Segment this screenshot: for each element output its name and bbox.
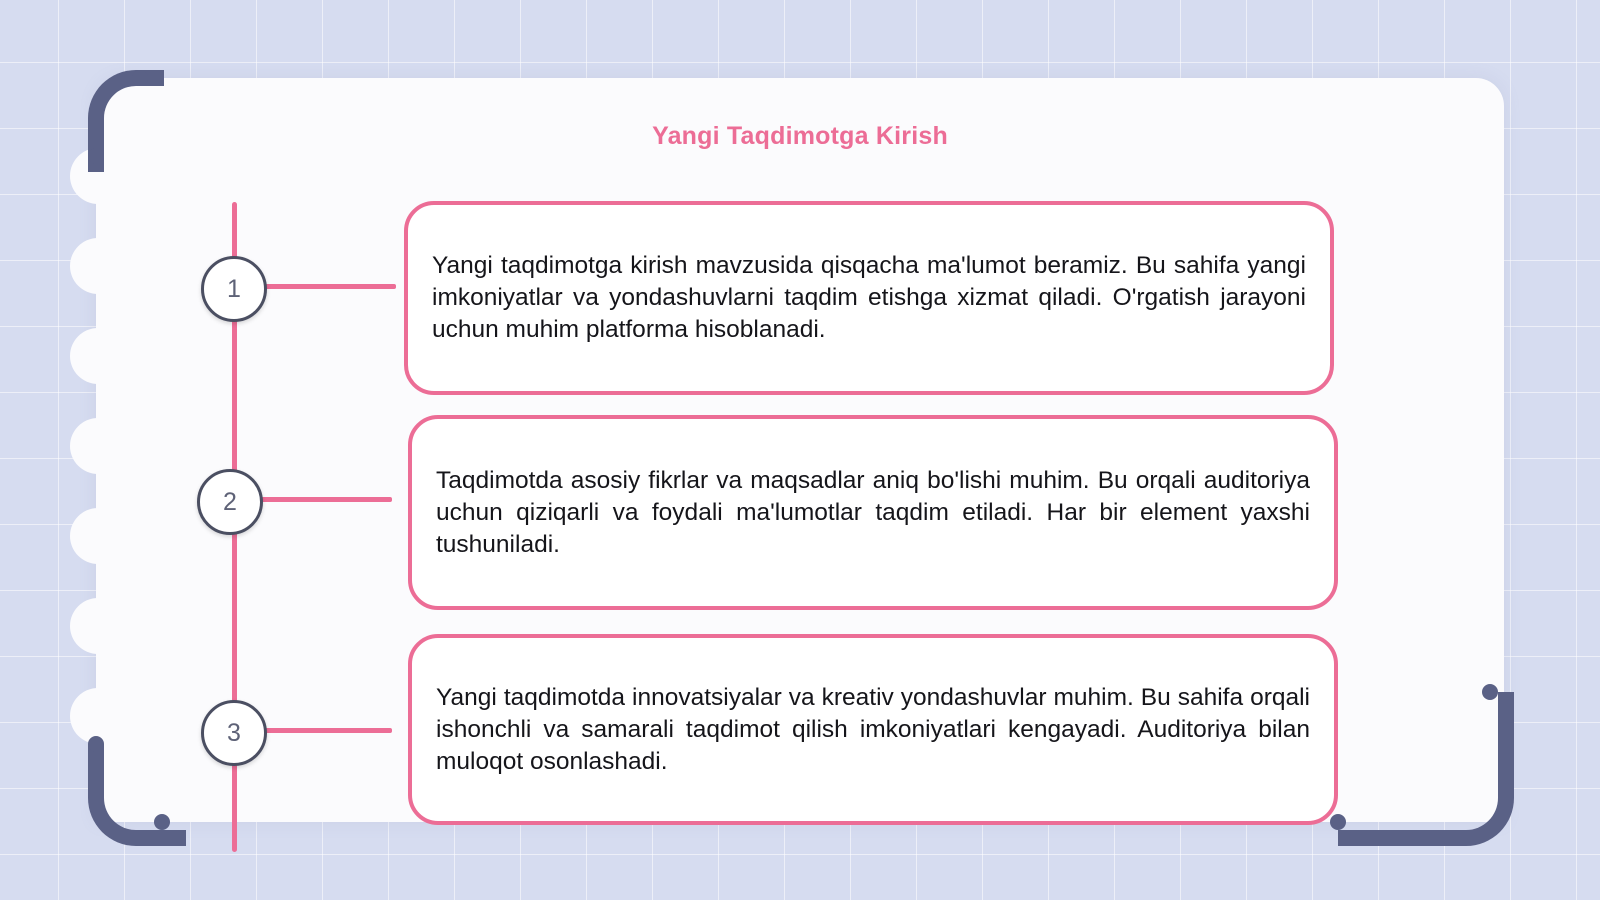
- bracket-cap: [132, 70, 148, 86]
- bracket-cap: [1482, 684, 1498, 700]
- step-connector: [258, 497, 392, 502]
- step-card-text: Yangi taqdimotda innovatsiyalar va kreativ yondashuvlar muhim. Bu sahifa orqali ishonchli va samarali taqdimot qilish imkoniyatlari kengayadi. Auditoriya bilan muloqot osonlashadi.: [436, 683, 1310, 775]
- corner-bracket-bottom-right: [1338, 692, 1514, 846]
- paper-scallop: [70, 418, 126, 474]
- bracket-cap: [88, 736, 104, 752]
- step-card-text: Yangi taqdimotga kirish mavzusida qisqacha ma'lumot beramiz. Bu sahifa yangi imkoniyatlar va yondashuvlarni taqdim etishga xizmat qiladi. O'rgatish jarayoni uchun muhim platforma hisoblanadi.: [432, 252, 1306, 343]
- paper-scallop: [70, 328, 126, 384]
- paper-scallop: [70, 598, 126, 654]
- slide-title: Yangi Taqdimotga Kirish: [652, 122, 948, 150]
- step-connector: [262, 284, 396, 289]
- paper-scallop: [70, 238, 126, 294]
- step-card-text: Taqdimotda asosiy fikrlar va maqsadlar aniq bo'lishi muhim. Bu orqali auditoriya uchun qiziqarli va foydali ma'lumotlar taqdim etiladi. Har bir element yaxshi tushuniladi.: [436, 466, 1310, 558]
- step-number-3: 3: [201, 700, 267, 766]
- bracket-cap: [154, 814, 170, 830]
- step-card-1: [404, 201, 1334, 395]
- step-card-2: [408, 415, 1338, 610]
- bracket-cap: [1330, 814, 1346, 830]
- step-card-3: [408, 634, 1338, 825]
- corner-bracket-bottom-left: [88, 744, 186, 846]
- step-connector: [262, 728, 392, 733]
- paper-scallop: [70, 508, 126, 564]
- step-number-2: 2: [197, 469, 263, 535]
- step-number-1: 1: [201, 256, 267, 322]
